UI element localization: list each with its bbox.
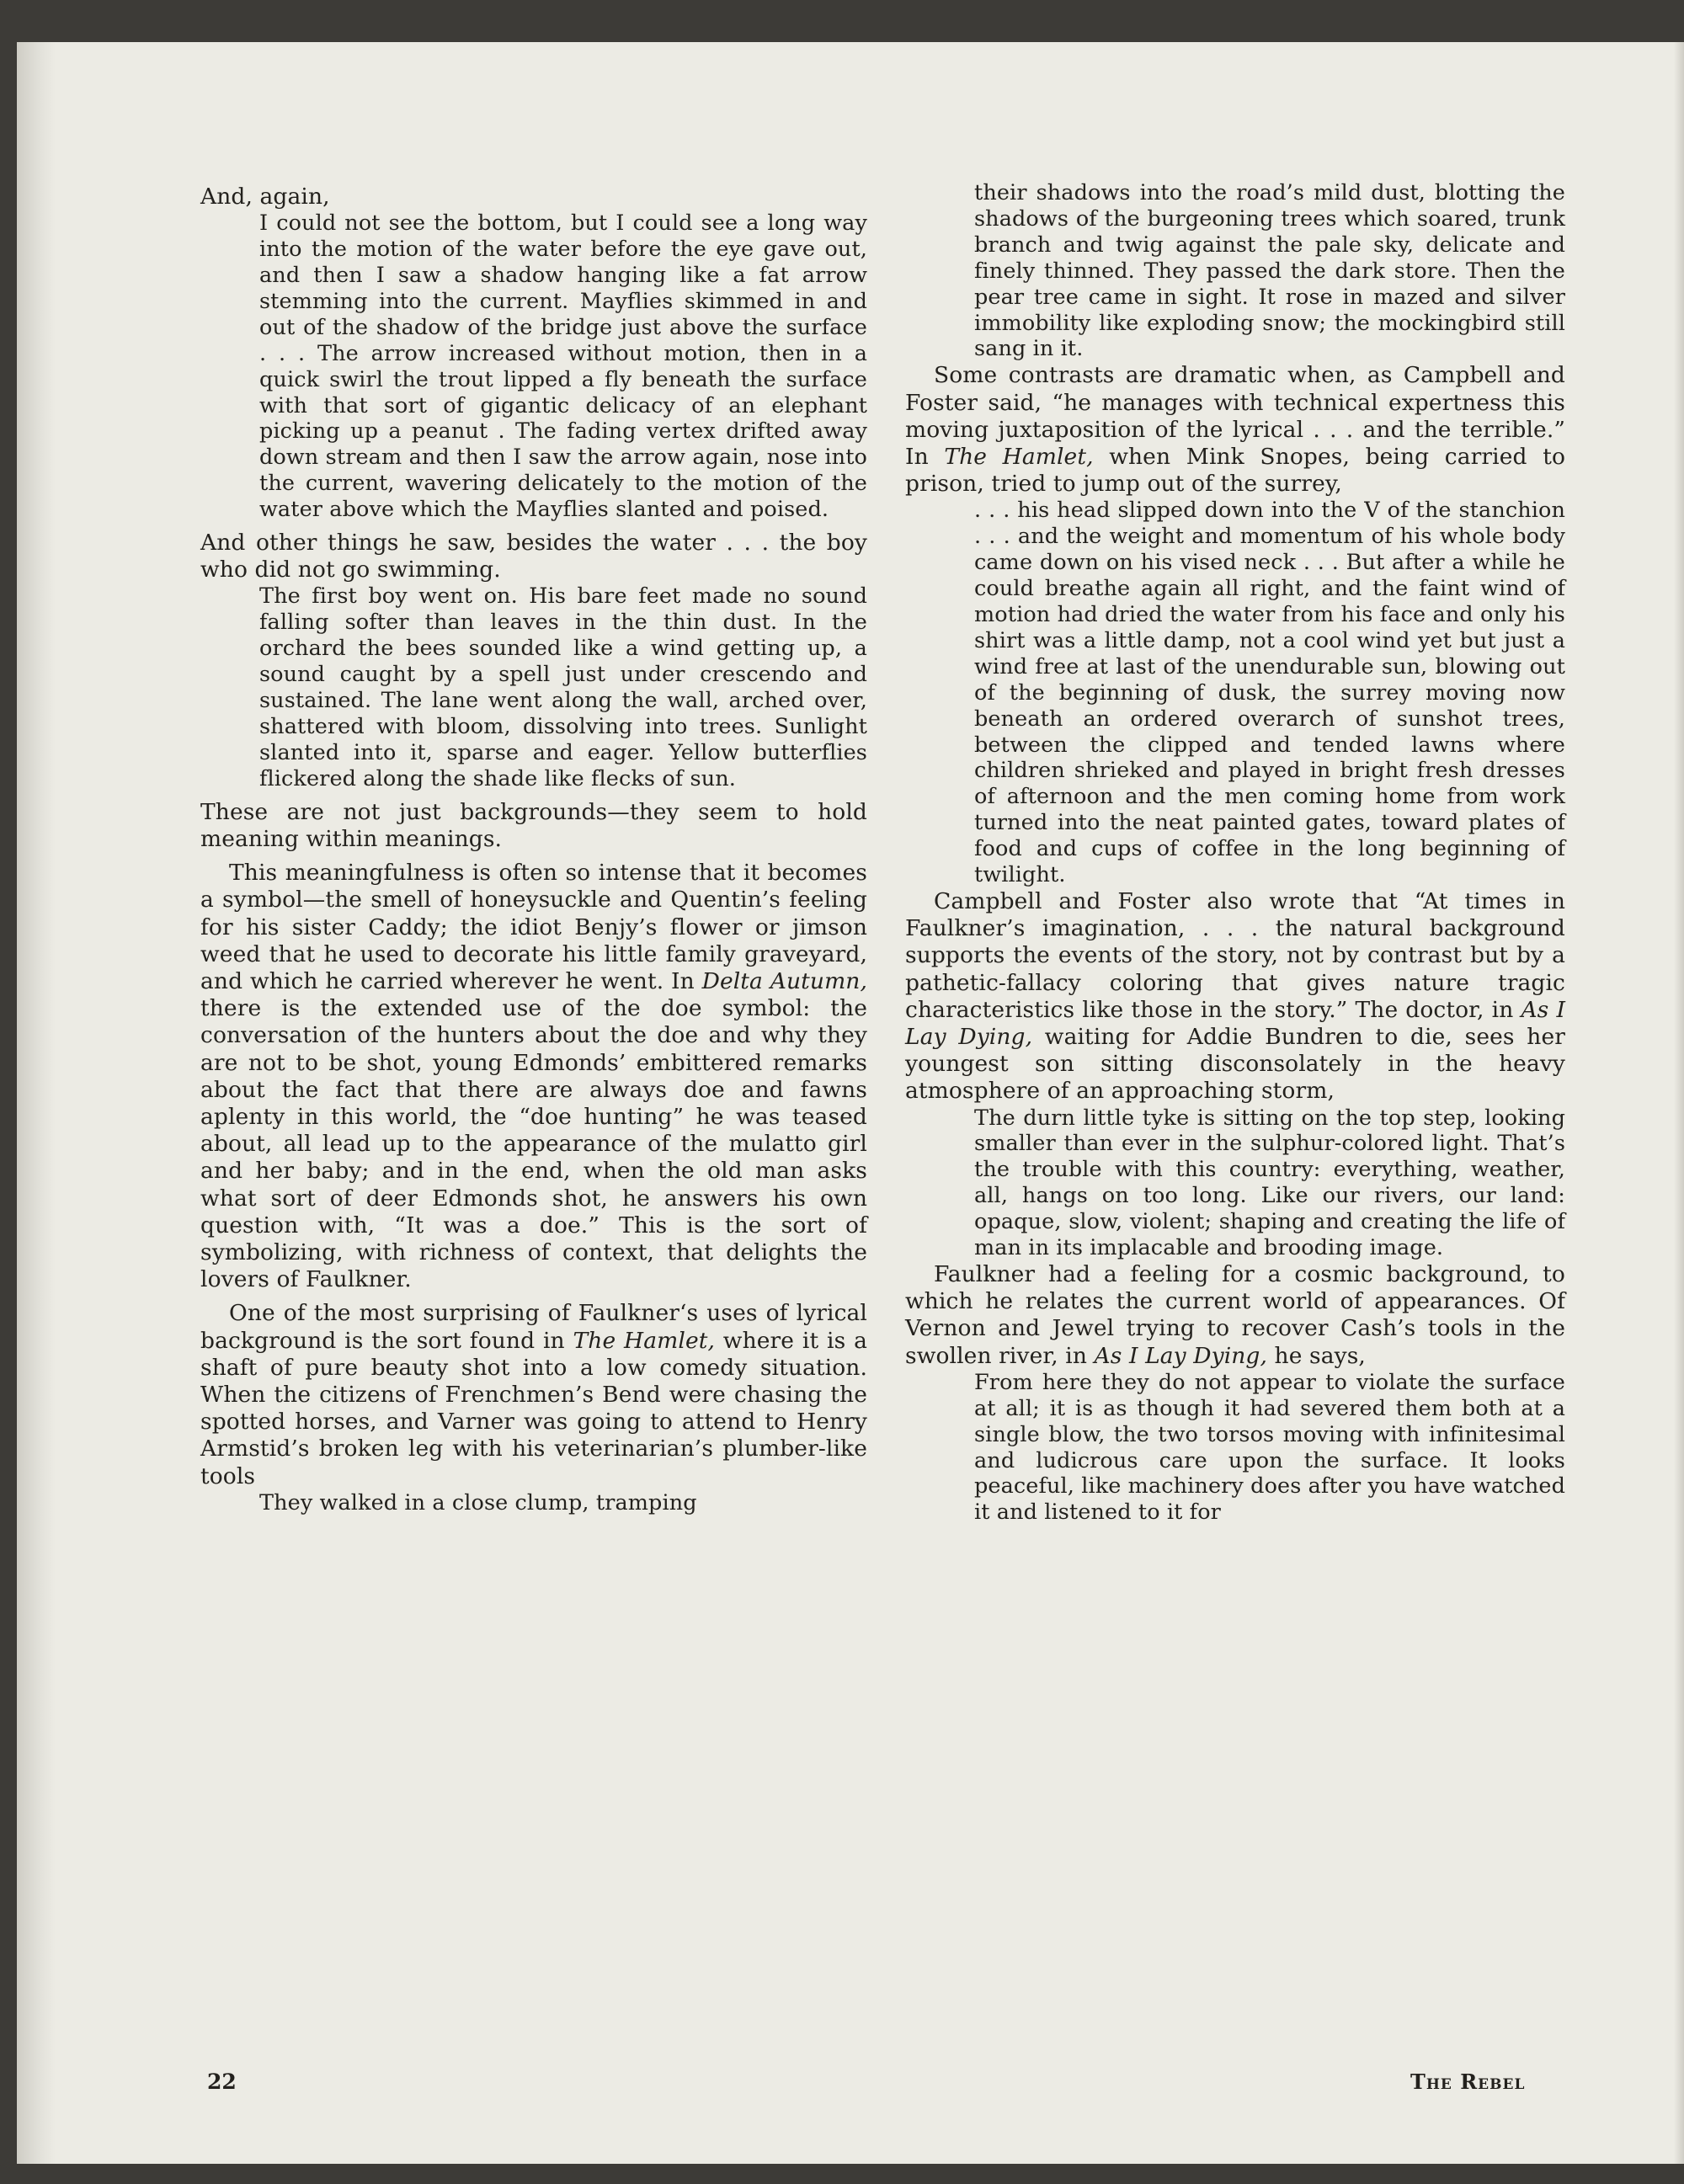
right-column	[905, 180, 1565, 1526]
block-quote: The first boy went on. His bare feet made no sound falling softer than leaves in the thin dust. In the orchard the bees sounded like a wind getting up, a sound caught by a spell just under crescendo and sustained. The lane went along the wall, arched over, shattered with bloom, dissolving into trees. Sunlight slanted into it, sparse and eager. Yellow butterflies flickered along the shade like flecks of sun.	[259, 583, 867, 791]
work-title: The Hamlet,	[573, 1327, 715, 1354]
paragraph	[905, 888, 1565, 1105]
paragraph-text: This meaningfulness is often so intense that it becomes a symbol—the smell of honeysuckle and Quentin’s feeling for his sister Caddy; the idiot Benjy’s flower or jimson weed that he used to decorate his little family graveyard, and which he carried wherever he went. In	[200, 860, 867, 994]
paragraph-text: Some contrasts are dramatic when, as Campbell and Foster said, “he manages with technical expertness this moving juxtaposition of the lyrical . . . and the terrible.” In	[905, 362, 1565, 470]
paragraph: And, again,	[200, 184, 330, 210]
block-quote: . . . his head slipped down into the V of the stanchion . . . and the weight and momentum of his whole body came down on his vised neck . . . But after a while he could breathe again all right, and the faint wind of motion had dried the water from his face and only his shirt was a little damp, not a cool wind yet but just a wind free at last of the unendurable sun, blowing out of the beginning of dusk, the surrey moving now beneath an ordered overarch of sunshot trees, between the clipped and tended lawns where children shrieked and played in bright fresh dresses of afternoon and the men coming home from work turned into the neat painted gates, toward plates of food and cups of coffee in the long beginning of twilight.	[974, 498, 1565, 888]
paragraph-text: where it is a shaft of pure beauty shot into a low comedy situation. When the citizens of Frenchmen’s Bend were chasing the spotted horses, and Varner was going to attend to Henry Armstid’s broken leg with his veterinarian’s plumber-like tools	[200, 1327, 867, 1489]
paragraph-text: waiting for Addie Bundren to die, sees her youngest son sitting disconsolately in the heavy atmosphere of an approaching storm,	[905, 1023, 1565, 1105]
page-binding-shadow	[17, 42, 56, 2164]
page-edge-shadow	[1674, 42, 1684, 2164]
paragraph-text: when Mink Snopes, being carried to prison, tried to jump out of the surrey,	[905, 443, 1565, 498]
paragraph	[905, 362, 1565, 498]
paragraph-text: there is the extended use of the doe symbol: the conversation of the hunters about the doe and why they are not to be shot, young Edmonds’ embittered remarks about the fact that there are always doe and fawns aplenty in this world, the “doe hunting” he was teased about, all lead up to the appearance of the mulatto girl and her baby; and in the end, when the old man asks what sort of deer Edmonds shot, he answers his own question with, “It was a doe.” This is the sort of symbolizing, with richness of context, that delights the lovers of Faulkner.	[200, 995, 867, 1293]
paragraph-text: Campbell and Foster also wrote that “At times in Faulkner’s imagination, . . . the natural background supports the events of the story, not by contrast but by a pathetic-fallacy coloring that gives nature tragic characteristics like those in the story.” The doctor, in	[905, 887, 1565, 1023]
work-title: The Hamlet,	[944, 443, 1094, 470]
page-number: 22	[207, 2069, 237, 2094]
block-quote: their shadows into the road’s mild dust, blotting the shadows of the burgeoning trees which soared, trunk branch and twig against the pale sky, delicate and finely thinned. They passed the dark store. Then the pear tree came in sight. It rose in mazed and silver immobility like exploding snow; the mockingbird still sang in it.	[974, 180, 1565, 362]
work-title: Delta Autumn,	[701, 967, 867, 994]
paragraph	[200, 1300, 867, 1489]
magazine-title: The Rebel	[1410, 2069, 1526, 2094]
paragraph: These are not just backgrounds—they seem to hold meaning within meanings.	[200, 798, 867, 852]
paragraph-text: Faulkner had a feeling for a cosmic background, to which he relates the current world of appearances. Of Vernon and Jewel trying to recover Cash’s tools in the swollen river, in	[905, 1261, 1565, 1369]
block-quote: From here they do not appear to violate the surface at all; it is as though it had severed them both at a single blow, the two torsos moving with infinitesimal and ludicrous care upon the surface. It looks peaceful, like machinery does after you have watched it and listened to it for	[974, 1369, 1565, 1526]
work-title: As I Lay Dying,	[905, 996, 1566, 1050]
paragraph	[905, 1261, 1565, 1370]
paragraph-text: One of the most surprising of Faulkner‘s uses of lyrical background is the sort found in	[200, 1300, 867, 1354]
block-quote: They walked in a close clump, tramping	[259, 1489, 697, 1515]
paragraph	[200, 860, 867, 1293]
paragraph-text: he says,	[1267, 1342, 1366, 1369]
block-quote: The durn little tyke is sitting on the top step, looking smaller than ever in the sulphur-colored light. That’s the trouble with this country: everything, weather, all, hangs on too long. Like our rivers, our land: opaque, slow, violent; shaping and creating the life of man in its implacable and brooding image.	[974, 1105, 1565, 1261]
work-title: As I Lay Dying,	[1094, 1342, 1268, 1369]
paragraph: And other things he saw, besides the water . . . the boy who did not go swimming.	[200, 530, 867, 583]
block-quote: I could not see the bottom, but I could see a long way into the motion of the water before the eye gave out, and then I saw a shadow hanging like a fat arrow stemming into the current. Mayflies skimmed in and out of the shadow of the bridge just above the surface . . . The arrow increased without motion, then in a quick swirl the trout lipped a fly beneath the surface with that sort of gigantic delicacy of an elephant picking up a peanut . The fading vertex drifted away down stream and then I saw the arrow again, nose into the current, wavering delicately to the motion of the water above which the Mayflies slanted and poised.	[259, 210, 867, 523]
magazine-page	[17, 42, 1684, 2164]
left-column	[200, 184, 867, 1516]
